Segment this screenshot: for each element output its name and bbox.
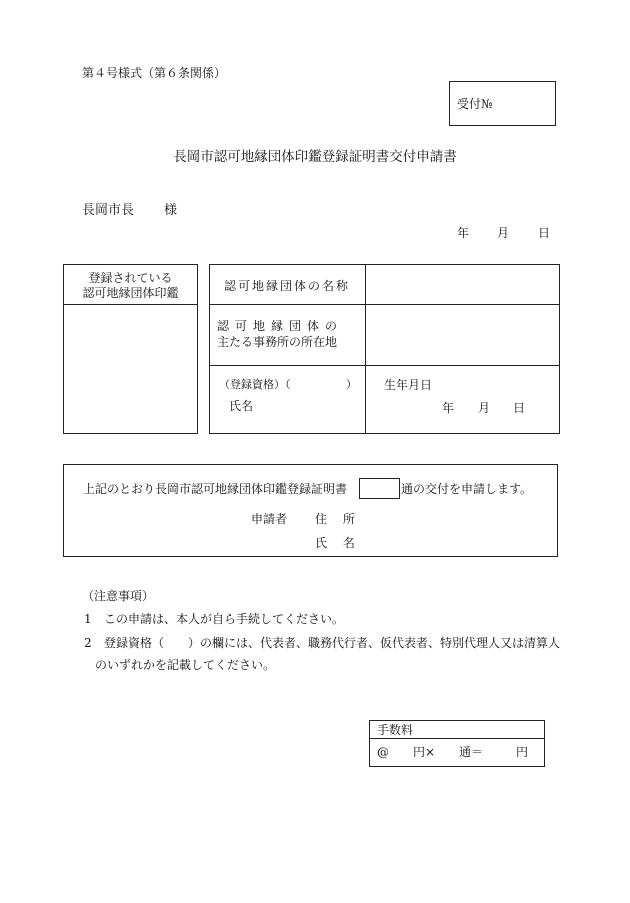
reception-label: 受付№ [457,97,493,111]
org-name-label: 認可地縁団体の名称 [224,279,351,293]
fee-tsu-equals: 通＝ [459,745,484,759]
qualification-close: ） [346,378,357,391]
reception-number-box[interactable] [449,81,556,126]
application-text-before: 上記のとおり長岡市認可地縁団体印鑑登録証明書 [83,482,348,496]
fee-box-divider [370,738,544,739]
fee-yen-times: 円× [413,745,436,759]
date-day-label: 日 [538,226,551,240]
qualification-label: （登録資格）（ [219,378,291,391]
fee-box [369,720,545,767]
copies-count-field[interactable] [359,478,400,499]
org-name-field[interactable] [366,265,559,304]
fee-label: 手数料 [377,723,414,737]
note-1-number: 1 [84,612,92,626]
office-address-label-line2: 主たる事務所の所在地 [217,335,338,349]
form-title: 長岡市認可地縁団体印鑑登録証明書交付申請書 [173,149,457,165]
application-text-after: 通の交付を申請します。 [401,482,533,496]
addressee-honorific: 様 [164,203,178,218]
birth-day-label: 日 [513,401,526,415]
birth-year-label: 年 [442,401,455,415]
info-table [209,264,560,434]
seal-box-label-line2: 認可地縁団体印鑑 [82,286,179,300]
applicant-name-field[interactable] [359,531,554,553]
date-month-label: 月 [497,226,510,240]
notes-heading: （注意事項） [82,589,155,603]
seal-box [63,264,198,434]
applicant-label: 申請者 [251,512,288,526]
representative-name-field[interactable] [210,366,365,433]
note-1-text: この申請は、本人が自ら手続してください。 [104,612,345,626]
office-address-label-line1: 認可地縁団体の [217,319,344,333]
fee-unit-price-mark: @ [377,745,389,759]
birth-month-label: 月 [478,401,491,415]
fee-yen: 円 [516,745,529,759]
note-2-text-continued: のいずれかを記載してください。 [95,658,276,672]
birthdate-label: 生年月日 [384,378,433,392]
date-year-label: 年 [457,226,470,240]
form-number: 第４号様式（第６条関係） [82,66,227,80]
seal-imprint-area[interactable] [64,305,197,433]
note-2-text: 登録資格（ ）の欄には、代表者、職務代行者、仮代表者、特別代理人又は清算人 [104,636,561,650]
applicant-address-field[interactable] [359,507,554,529]
application-box [63,464,558,557]
seal-box-label-line1: 登録されている [88,271,173,285]
applicant-address-label: 住 所 [315,512,361,526]
office-address-field[interactable] [366,305,559,365]
representative-name-label: 氏名 [229,399,254,413]
addressee-name: 長岡市長 [82,203,135,218]
note-2-number: 2 [84,636,92,650]
applicant-name-label: 氏 名 [315,536,361,550]
